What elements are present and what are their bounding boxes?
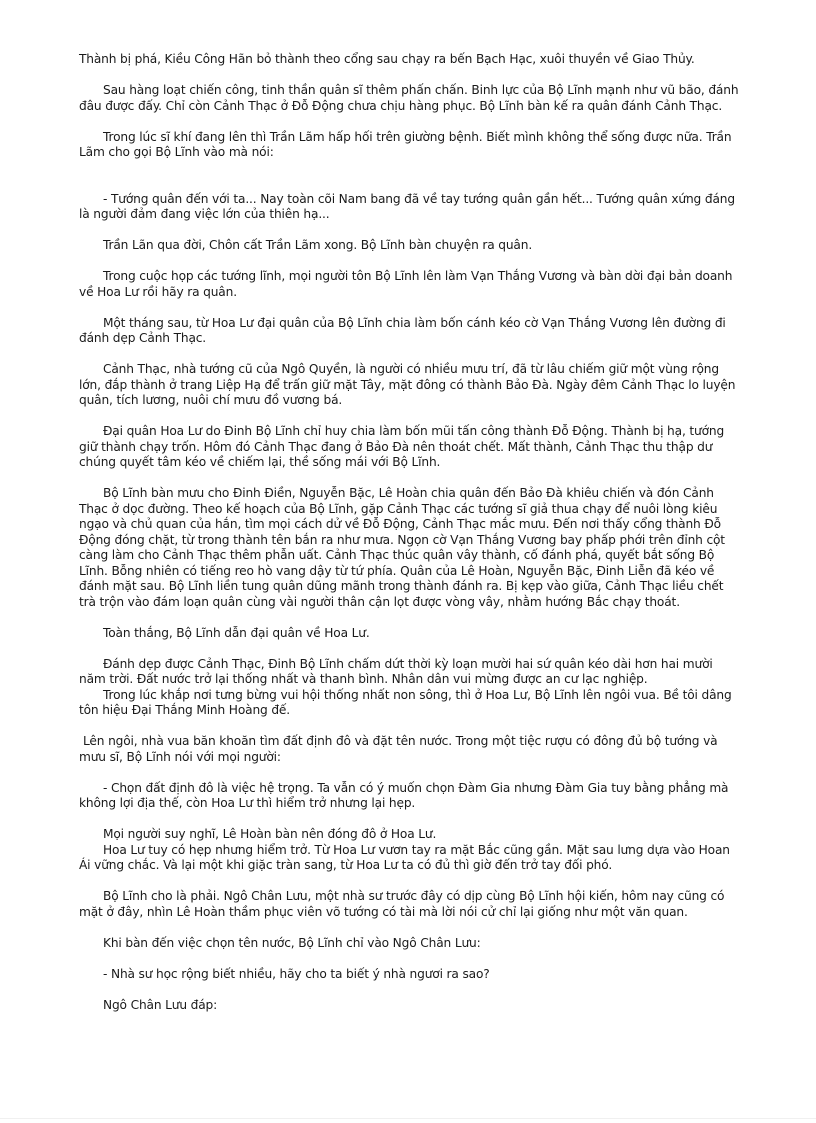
paragraph: Trong lúc sĩ khí đang lên thì Trần Lãm hấp hối trên giường bệnh. Biết mình không thể sống được nữa. Trần Lãm cho gọi Bộ Lĩnh vào mà nói: <box>79 129 732 159</box>
paragraph: Bộ Lĩnh cho là phải. Ngô Chân Lưu, một nhà sư trước đây có dịp cùng Bộ Lĩnh hội kiến, hôm nay cũng có mặt ở đây, nhìn Lê Hoàn thầm phục viên võ tướng có tài mà lời nói cử chỉ lại giống như một văn quan. <box>79 889 725 919</box>
paragraph: Trong cuộc họp các tướng lĩnh, mọi người tôn Bộ Lĩnh lên làm Vạn Thắng Vương và bàn dời đại bản doanh về Hoa Lư rồi hãy ra quân. <box>79 269 733 299</box>
paragraph: Mọi người suy nghĩ, Lê Hoàn bàn nên đóng đô ở Hoa Lư. <box>103 827 437 841</box>
paragraph: - Nhà sư học rộng biết nhiều, hãy cho ta biết ý nhà ngươi ra sao? <box>103 966 490 981</box>
document-page <box>79 52 739 1013</box>
paragraph: Ngô Chân Lưu đáp: <box>103 997 218 1012</box>
paragraph: Toàn thắng, Bộ Lĩnh dẫn đại quân về Hoa Lư. <box>103 625 370 640</box>
paragraph: Một tháng sau, từ Hoa Lư đại quân của Bộ Lĩnh chia làm bốn cánh kéo cờ Vạn Thắng Vương lên đường đi đánh dẹp Cảnh Thạc. <box>79 315 726 345</box>
paragraph: Hoa Lư tuy có hẹp nhưng hiểm trở. Từ Hoa Lư vươn tay ra mặt Bắc cũng gần. Mặt sau lưng dựa vào Hoan Ái vững chắc. Và lại một khi giặc tràn sang, từ Hoa Lư ta có đủ thì giờ đến trở tay đối phó. <box>79 842 730 872</box>
paragraph: Khi bàn đến việc chọn tên nước, Bộ Lĩnh chỉ vào Ngô Chân Lưu: <box>103 935 481 950</box>
paragraph: Lên ngôi, nhà vua băn khoăn tìm đất định đô và đặt tên nước. Trong một tiệc rượu có đông đủ bộ tướng và mưu sĩ, Bộ Lĩnh nói với mọi người: <box>79 734 718 764</box>
paragraph: Trần Lãn qua đời, Chôn cất Trần Lãm xong. Bộ Lĩnh bàn chuyện ra quân. <box>103 238 533 252</box>
paragraph: Sau hàng loạt chiến công, tinh thần quân sĩ thêm phấn chấn. Binh lực của Bộ Lĩnh mạnh như vũ bão, đánh đâu được đấy. Chỉ còn Cảnh Thạc ở Đỗ Động chưa chịu hàng phục. Bộ Lĩnh bàn kế ra quân đánh Cảnh Thạc. <box>79 83 739 113</box>
paragraph: - Tướng quân đến với ta... Nay toàn cõi Nam bang đã về tay tướng quân gần hết... Tướng quân xứng đáng là người đảm đang việc lớn của thiên hạ... <box>79 191 735 221</box>
paragraph: Bộ Lĩnh bàn mưu cho Đinh Điền, Nguyễn Bặc, Lê Hoàn chia quân đến Bảo Đà khiêu chiến và đón Cảnh Thạc ở dọc đường. Theo kế hoạch của Bộ Lĩnh, gặp Cảnh Thạc các tướng sĩ giả thua chạy để nuôi lòng kiêu ngạo và chủ quan của hắn, tìm mọi cách dử về Đỗ Động, Cảnh Thạc mắc mưu. Đến nơi thấy cổng thành Đỗ Động đóng chặt, từ trong thành tên bắn ra như mưa. Ngọn cờ Vạn Thắng Vương bay phấp phới trên đỉnh cột càng làm cho Cảnh Thạc thêm phẫn uất. Cảnh Thạc thúc quân vây thành, cố đánh phá, quyết bắt sống Bộ Lĩnh. Bỗng nhiên có tiếng reo hò vang dậy từ tứ phía. Quân của Lê Hoàn, Nguyễn Bặc, Đinh Liễn đã kéo về đánh mặt sau. Bộ Lĩnh liền tung quân dũng mãnh trong thành đánh ra. Bị kẹp vào giữa, Cảnh Thạc liều chết trà trộn vào đám loạn quân cùng vài người thân cận lọt được vòng vây, nhằm hướng Bắc chạy thoát. <box>79 486 725 609</box>
paragraph: Trong lúc khắp nơi tưng bừng vui hội thống nhất non sông, thì ở Hoa Lư, Bộ Lĩnh lên ngôi vua. Bề tôi dâng tôn hiệu Đại Thắng Minh Hoàng đế. <box>79 687 732 717</box>
paragraph: Đại quân Hoa Lư do Đinh Bộ Lĩnh chỉ huy chia làm bốn mũi tấn công thành Đỗ Động. Thành bị hạ, tướng giữ thành chạy trốn. Hôm đó Cảnh Thạc đang ở Bảo Đà nên thoát chết. Mất thành, Cảnh Thạc thu thập dư chúng quyết tâm kéo về chiếm lại, thề sống mái với Bộ Lĩnh. <box>79 424 725 469</box>
paragraph: Thành bị phá, Kiều Công Hãn bỏ thành theo cổng sau chạy ra bến Bạch Hạc, xuôi thuyền về Giao Thủy. <box>79 52 695 66</box>
paragraph: Cảnh Thạc, nhà tướng cũ của Ngô Quyền, là người có nhiều mưu trí, đã từ lâu chiếm giữ một vùng rộng lớn, đắp thành ở trang Liệp Hạ để trấn giữ mặt Tây, mặt đông có thành Bảo Đà. Ngày đêm Cảnh Thạc lo luyện quân, tích lương, nuôi chí mưu đồ vương bá. <box>79 362 736 407</box>
page-bottom-divider <box>0 1118 816 1119</box>
paragraph: Đánh dẹp được Cảnh Thạc, Đinh Bộ Lĩnh chấm dứt thời kỳ loạn mười hai sứ quân kéo dài hơn hai mười năm trời. Đất nước trở lại thống nhất và thanh bình. Nhân dân vui mừng được an cư lạc nghiệp. <box>79 656 713 686</box>
paragraph: - Chọn đất định đô là việc hệ trọng. Ta vẫn có ý muốn chọn Đàm Gia nhưng Đàm Gia tuy bằng phẳng mà không lợi địa thế, còn Hoa Lư thì hiểm trở nhưng lại hẹp. <box>79 780 729 810</box>
